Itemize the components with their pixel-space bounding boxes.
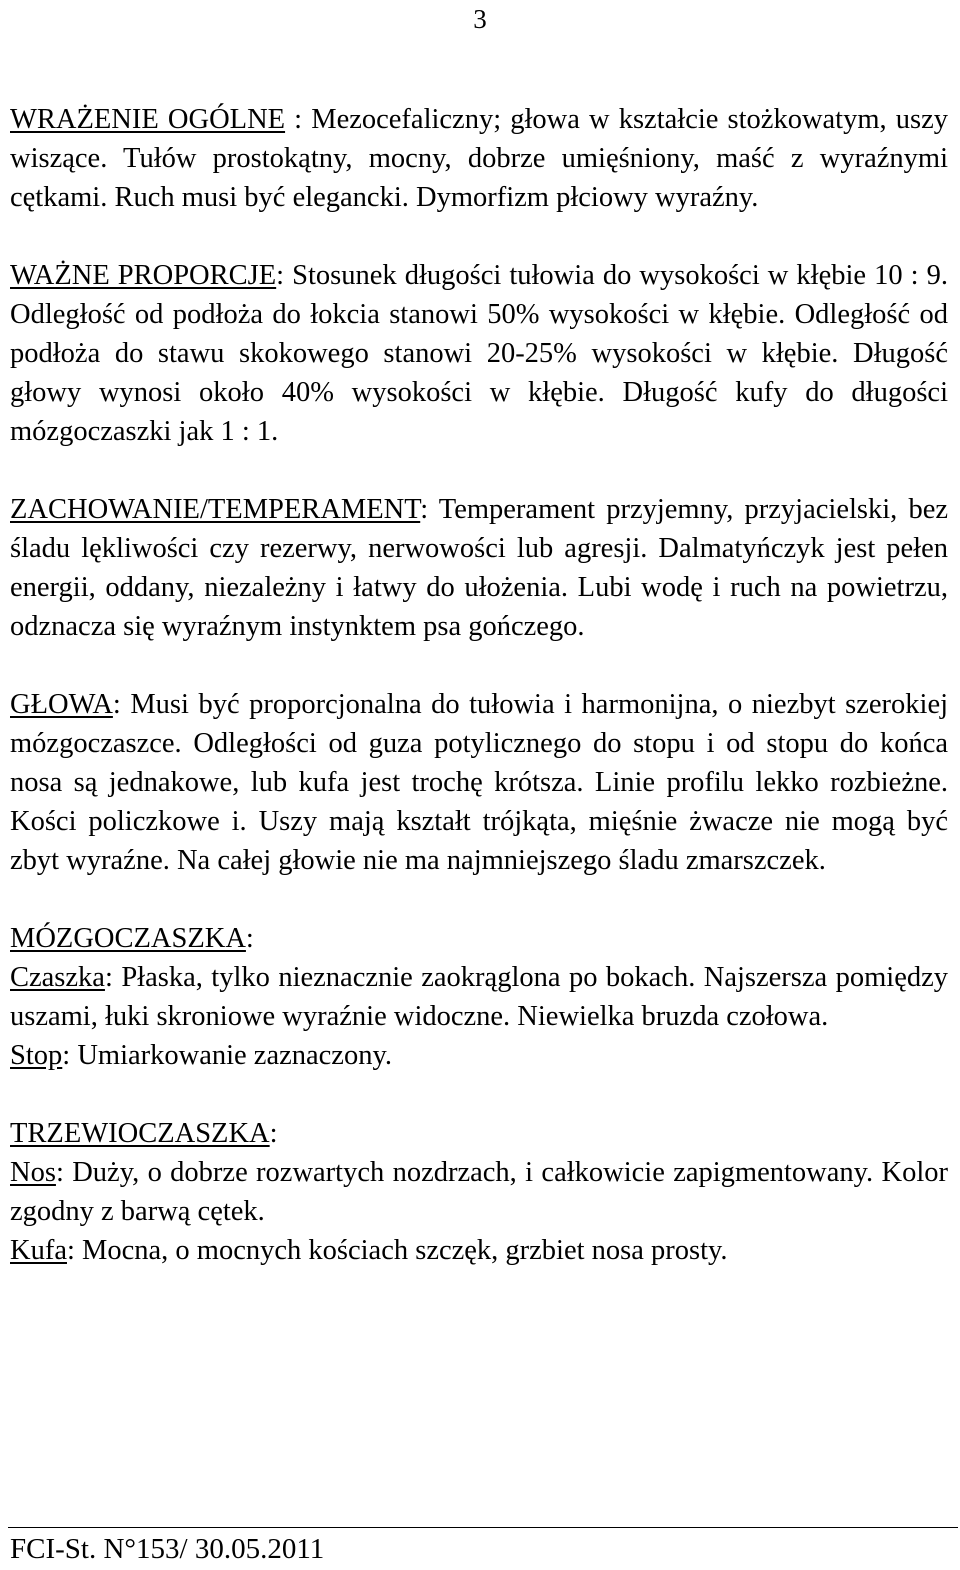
section-text: Temperament przyjemny, przyjacielski, bez śladu lękliwości czy rezerwy, nerwowości lub agresji. Dalmatyńczyk jest pełen energii, oddany, niezależny i łatwy do ułożenia. Lubi wodę i ruch na powietrzu, odznacza się wyraźnym instynktem psa gończego. [10, 494, 948, 642]
section-text: Stosunek długości tułowia do wysokości w kłębie 10 : 9. Odległość od podłoża do łokcia stanowi 50% wysokości w kłębie. Odległość od podłoża do stawu skokowego stanowi 20-25% wysokości w kłębie. Długość głowy wynosi około 40% wysokości w kłębie. Długość kufy do długości mózgoczaszki jak 1 : 1. [10, 260, 948, 447]
section-heading: GŁOWA [10, 689, 113, 720]
section-heading: ZACHOWANIE/TEMPERAMENT [10, 494, 421, 525]
subsection-text: Umiarkowanie zaznaczony. [77, 1040, 392, 1071]
section-head [10, 685, 948, 880]
label-separator: : [55, 1157, 73, 1188]
section-heading: MÓZGOCZASZKA [10, 923, 246, 954]
subsection-text: Płaska, tylko nieznacznie zaokrąglona po bokach. Najszersza pomiędzy uszami, łuki skroniowe wyraźnie widoczne. Niewielka bruzda czołowa. [10, 962, 949, 1032]
footer-divider [8, 1527, 958, 1528]
heading-separator: : [112, 689, 131, 720]
heading-separator: : [276, 260, 293, 291]
heading-separator: : [245, 923, 254, 954]
subsection-label: Nos [10, 1157, 56, 1188]
subsection-text: Duży, o dobrze rozwartych nozdrzach, i całkowicie zapigmentowany. Kolor zgodny z barwą cętek. [10, 1157, 949, 1227]
label-separator: : [104, 962, 122, 993]
subsection-label: Stop [10, 1040, 63, 1071]
subsection-label: Czaszka [10, 962, 105, 993]
subsection-text: Mocna, o mocnych kościach szczęk, grzbiet nosa prosty. [82, 1235, 728, 1266]
section-heading: TRZEWIOCZASZKA [10, 1118, 270, 1149]
section-general-appearance [10, 100, 948, 217]
page-number: 3 [473, 4, 487, 34]
subsection-skull [10, 958, 948, 1036]
section-heading: WRAŻENIE OGÓLNE [10, 104, 286, 135]
section-heading-line [10, 919, 948, 958]
document-body [10, 100, 948, 1309]
footer-standard-reference: FCI-St. N°153/ 30.05.2011 [10, 1533, 325, 1565]
heading-separator: : [285, 104, 312, 135]
heading-separator: : [269, 1118, 278, 1149]
heading-separator: : [420, 494, 439, 525]
section-facial-region [10, 1114, 948, 1270]
section-cranial-region [10, 919, 948, 1075]
subsection-stop [10, 1036, 948, 1075]
section-heading-line [10, 1114, 948, 1153]
section-important-proportions [10, 256, 948, 451]
section-behaviour-temperament [10, 490, 948, 646]
section-heading: WAŻNE PROPORCJE [10, 260, 277, 291]
label-separator: : [66, 1235, 83, 1266]
subsection-label: Kufa [10, 1235, 67, 1266]
subsection-nose [10, 1153, 948, 1231]
label-separator: : [62, 1040, 78, 1071]
section-text: Musi być proporcjonalna do tułowia i harmonijna, o niezbyt szerokiej mózgoczaszce. Odległości od guza potylicznego do stopu i od stopu do końca nosa są jednakowe, lub kufa jest trochę krótsza. Linie profilu lekko rozbieżne. Kości policzkowe i. Uszy mają kształt trójkąta, mięśnie żwacze nie mogą być zbyt wyraźne. Na całej głowie nie ma najmniejszego śladu zmarszczek. [10, 689, 949, 876]
subsection-muzzle [10, 1231, 948, 1270]
section-text: Mezocefaliczny; głowa w kształcie stożkowatym, uszy wiszące. Tułów prostokątny, mocny, dobrze umięśniony, maść z wyraźnymi cętkami. Ruch musi być elegancki. Dymorfizm płciowy wyraźny. [10, 104, 949, 213]
